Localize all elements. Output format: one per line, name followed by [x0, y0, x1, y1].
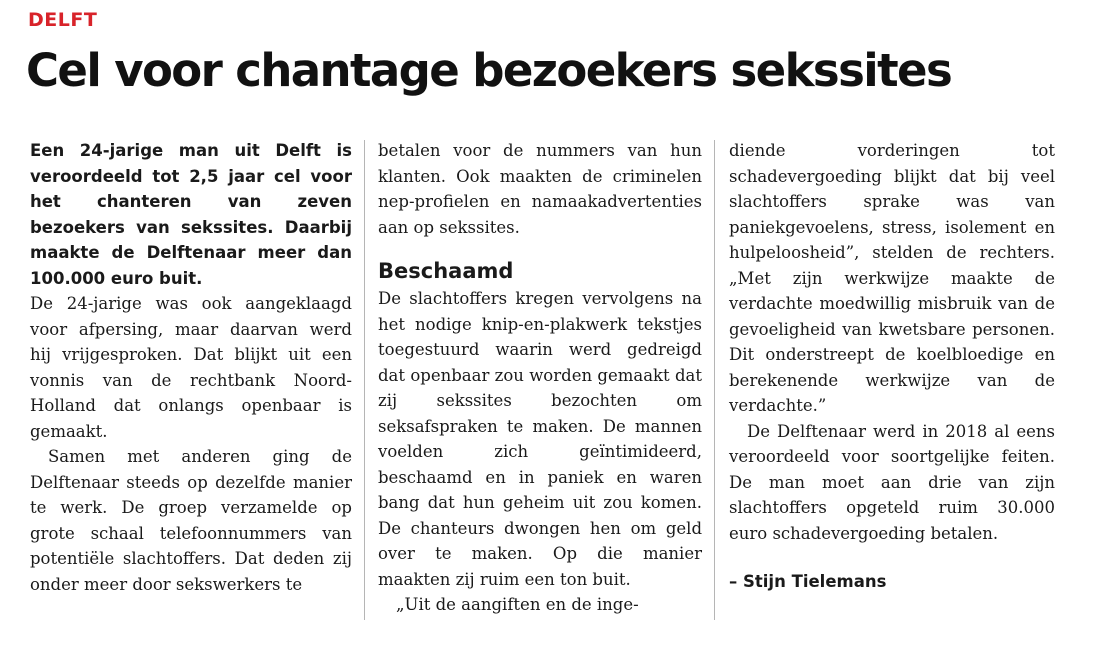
body-paragraph: De 24-jarige was ook aangeklaagd voor afpersing, maar daarvan werd hij vrijgesproken. Dat blijkt uit een vonnis van de rechtbank Noord-Holland dat onlangs openbaar is gemaakt.: [30, 294, 352, 441]
article-byline: – Stijn Tielemans: [729, 572, 887, 591]
article-column-1: [30, 138, 352, 597]
body-paragraph: diende vorderingen tot schadevergoeding blijkt dat bij veel slachtoffers sprake was van paniekgevoelens, stress, isolement en hulpeloosheid”, stelden de rechters. „Met zijn werkwijze maakte de verdachte moedwillig misbruik van de gevoeligheid van kwetsbare personen. Dit onderstreept de koelbloedige en berekenende werkwijze van de verdachte.”: [729, 141, 1055, 415]
article-subheading: Beschaamd: [378, 259, 514, 283]
section-kicker: DELFT: [28, 9, 98, 31]
article-headline: Cel voor chantage bezoekers sekssites: [26, 44, 952, 97]
article-lead: Een 24-jarige man uit Delft is veroordeeld tot 2,5 jaar cel voor het chanteren van zeven bezoekers van sekssites. Daarbij maakte de Delftenaar meer dan 100.000 euro buit.: [30, 141, 352, 288]
article-column-3: [729, 138, 1055, 591]
body-paragraph: „Uit de aangiften en de inge-: [396, 595, 639, 614]
column-divider: [714, 140, 715, 620]
body-paragraph: betalen voor de nummers van hun klanten. Ook maakten de criminelen nep-profielen en namaakadvertenties aan op sekssites.: [378, 141, 702, 237]
body-paragraph: De Delftenaar werd in 2018 al eens veroordeeld voor soortgelijke feiten. De man moet aan drie van zijn slachtoffers opgeteld ruim 30.000 euro schadevergoeding betalen.: [729, 421, 1055, 543]
article-column-2: [378, 138, 702, 618]
column-divider: [364, 140, 365, 620]
body-paragraph: Samen met anderen ging de Delftenaar steeds op dezelfde manier te werk. De groep verzamelde op grote schaal telefoonnummers van potentiële slachtoffers. Dat deden zij onder meer door sekswerkers te: [30, 447, 352, 594]
body-paragraph: De slachtoffers kregen vervolgens na het nodige knip-en-plakwerk tekstjes toegestuurd waarin werd gedreigd dat openbaar zou worden gemaakt dat zij sekssites bezochten om seksafspraken te maken. De mannen voelden zich geïntimideerd, beschaamd en in paniek en waren bang dat hun geheim uit zou komen. De chanteurs dwongen hen om geld over te maken. Op die manier maakten zij ruim een ton buit.: [378, 289, 702, 589]
